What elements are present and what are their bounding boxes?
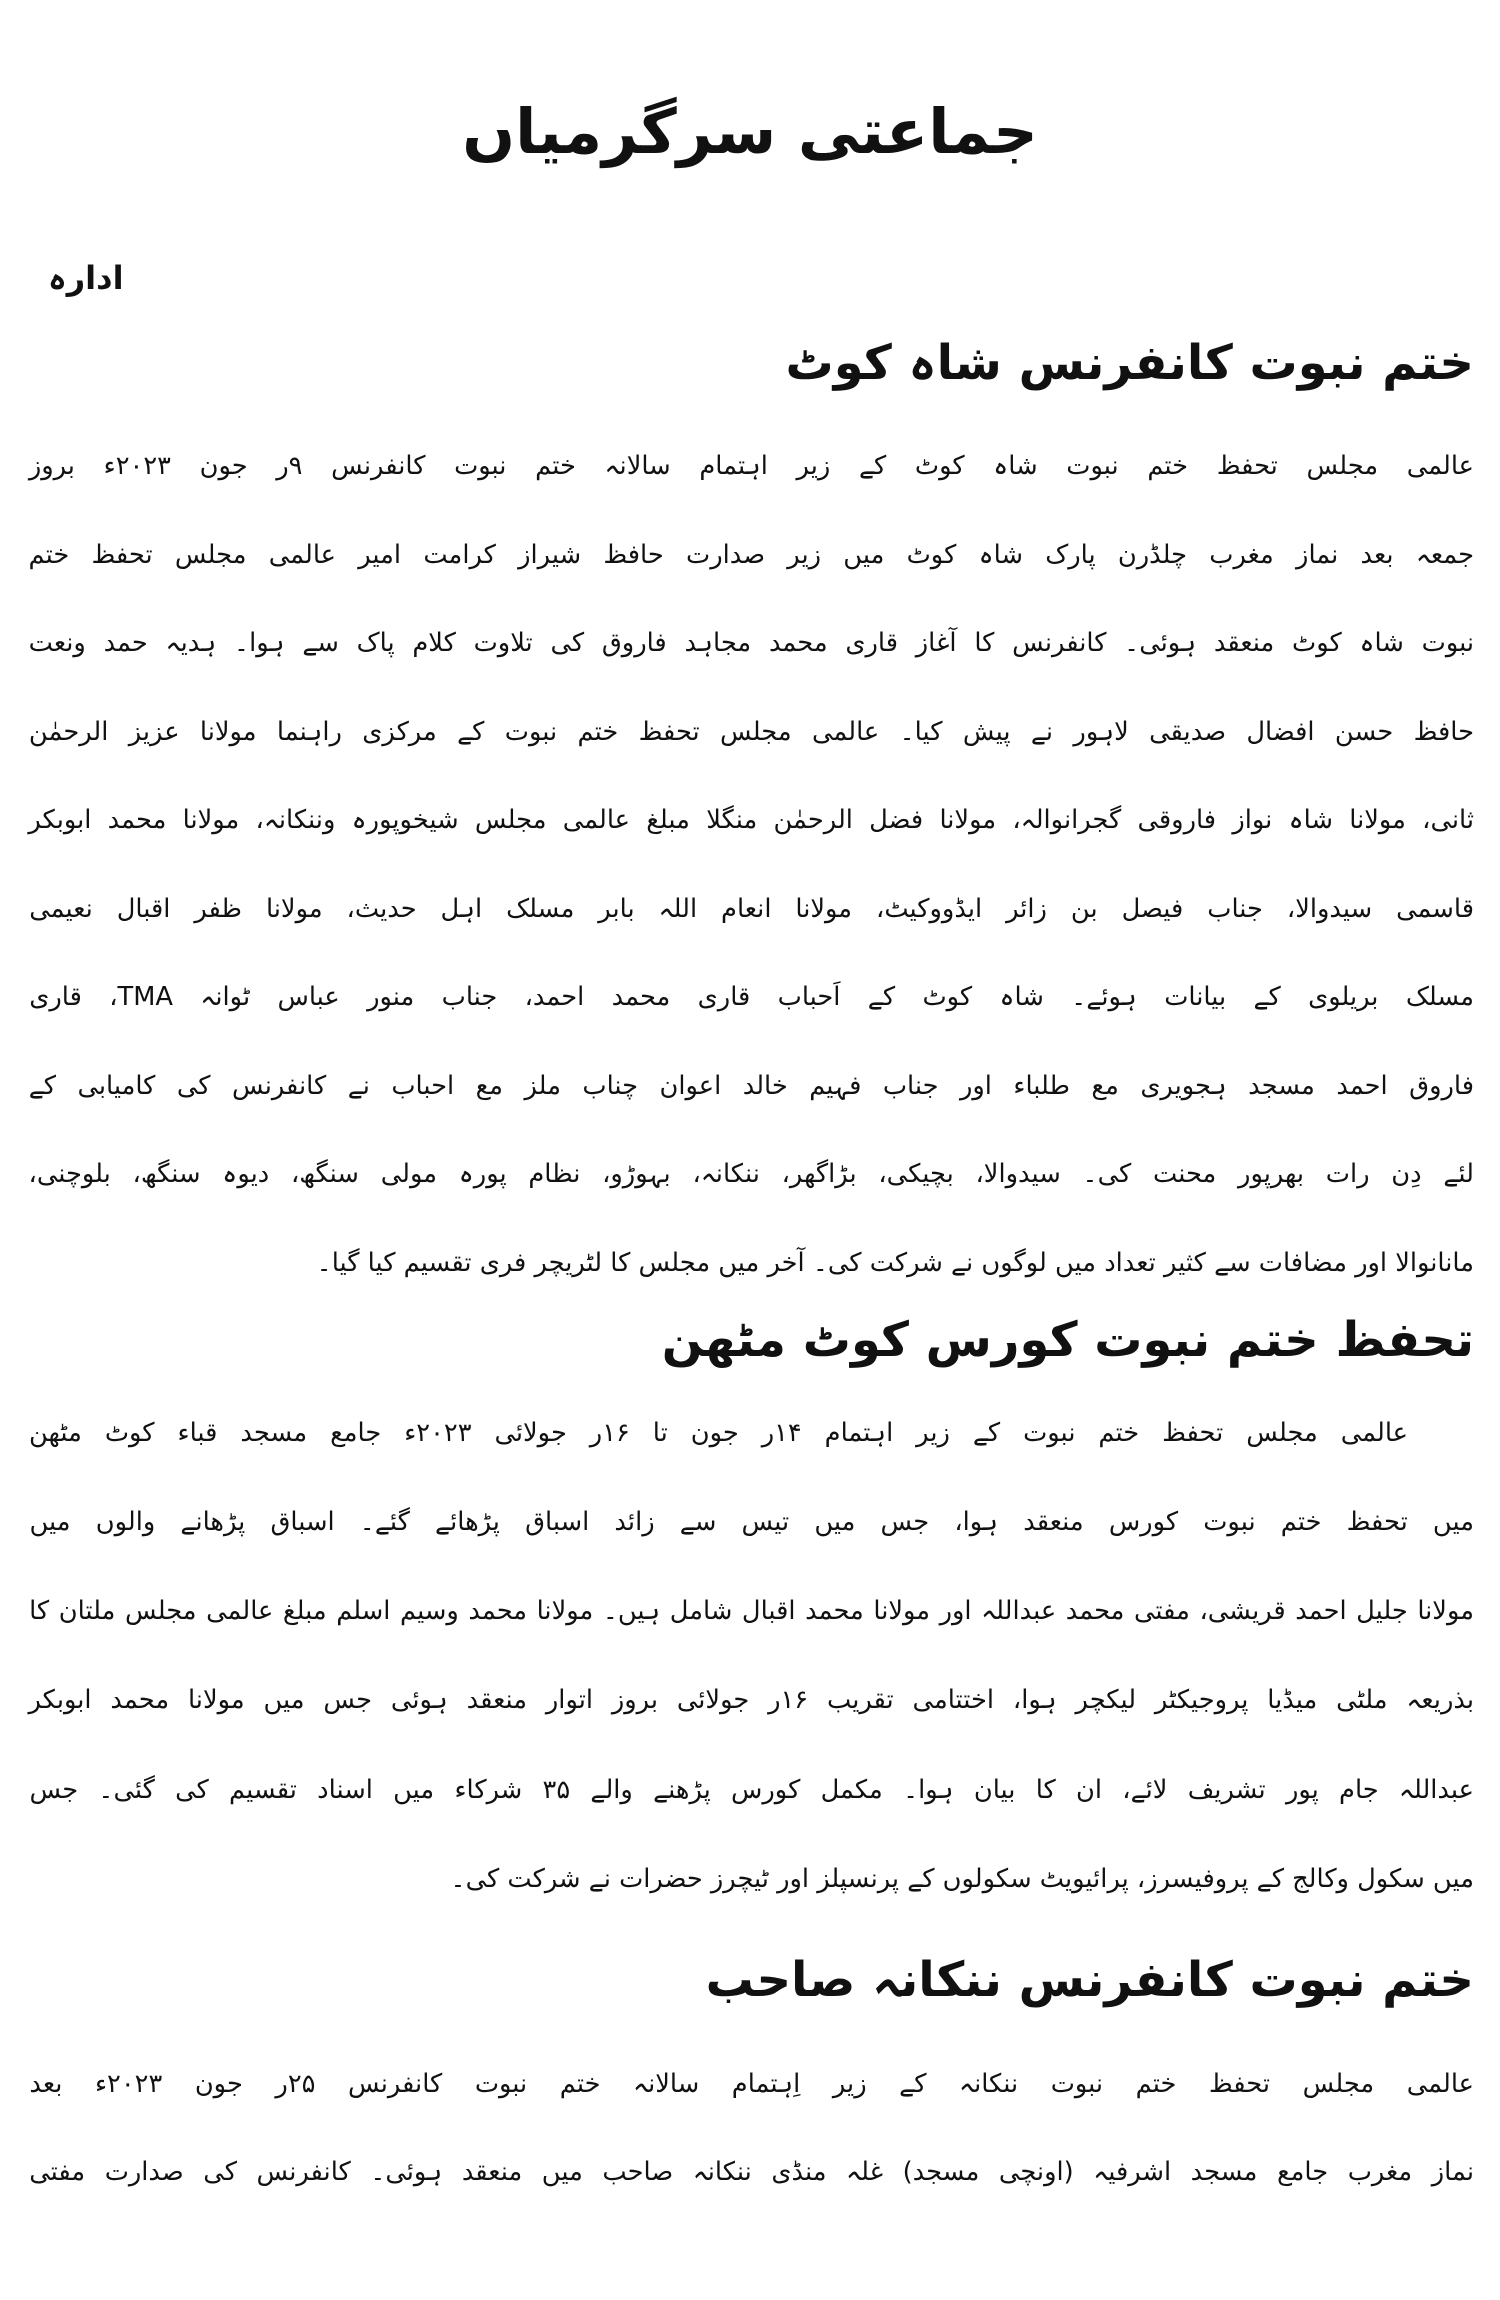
- line-text: نماز مغرب جامع مسجد اشرفیہ (اونچی مسجد) غلہ منڈی ننکانہ صاحب میں منعقد ہوئی۔ کانفرنس کی صدارت مفتی: [29, 2156, 1474, 2187]
- paragraph-line: [26, 953, 1474, 1042]
- paragraph-line: [26, 1656, 1474, 1745]
- paragraph-line: [26, 2039, 1474, 2127]
- paragraph-line: [26, 1566, 1474, 1655]
- section-heading-kot-mithan-course: تحفظ ختم نبوت کورس کوٹ مٹھن: [661, 1312, 1474, 1368]
- line-text: مانانوالا اور مضافات سے کثیر تعداد میں لوگوں نے شرکت کی۔ آخر میں مجلس کا لٹریچر فری تقسیم کیا گیا۔: [316, 1247, 1474, 1278]
- paragraph-line: [26, 1219, 1474, 1308]
- paragraph-line: [26, 2127, 1474, 2215]
- paragraph-line: [26, 1388, 1474, 1477]
- paragraph-line: [26, 1477, 1474, 1566]
- paragraph-line: [26, 776, 1474, 865]
- line-text: عبداللہ جام پور تشریف لائے، ان کا بیان ہوا۔ مکمل کورس پڑھنے والے ۳۵ شرکاء میں اسناد تقسیم کی گئی۔ جس: [29, 1774, 1474, 1805]
- line-text: ثانی، مولانا شاہ نواز فاروقی گجرانوالہ، مولانا فضل الرحمٰن منگلا مبلغ عالمی مجلس شیخوپورہ وننکانہ، مولانا محمد ابوبکر: [28, 805, 1474, 836]
- line-text: قاسمی سیدوالا، جناب فیصل بن زائر ایڈووکیٹ، مولانا انعام اللہ بابر مسلک اہل حدیث، مولانا ظفر اقبال نعیمی: [29, 893, 1474, 924]
- paragraph-line: [26, 422, 1474, 511]
- section-heading-shahkot-conference: ختم نبوت کانفرنس شاہ کوٹ: [785, 335, 1474, 391]
- page-title: جماعتی سرگرمیاں: [462, 95, 1038, 168]
- line-text: میں سکول وکالج کے پروفیسرز، پرائیویٹ سکولوں کے پرنسپلز اور ٹیچرز حضرات نے شرکت کی۔: [450, 1863, 1474, 1894]
- paragraph-shahkot-conference: [26, 422, 1474, 1307]
- author-label: ادارہ: [48, 259, 124, 297]
- paragraph-line: [26, 511, 1474, 600]
- line-text: نبوت شاہ کوٹ منعقد ہوئی۔ کانفرنس کا آغاز قاری محمد مجاہد فاروق کی تلاوت کلام پاک سے ہوا۔ ہدیہ حمد ونعت: [28, 628, 1474, 659]
- line-text: حافظ حسن افضال صدیقی لاہور نے پیش کیا۔ عالمی مجلس تحفظ ختم نبوت کے مرکزی راہنما مولانا عزیز الرحمٰن: [28, 716, 1474, 747]
- line-text: عالمی مجلس تحفظ ختم نبوت ننکانہ کے زیر اِہتمام سالانہ ختم نبوت کانفرنس ۲۵ر جون ۲۰۲۳ء بعد: [29, 2068, 1474, 2099]
- line-text: مسلک بریلوی کے بیانات ہوئے۔ شاہ کوٹ کے اَحباب قاری محمد احمد، جناب منور عباس ٹوانہ TMA، قاری: [29, 982, 1474, 1013]
- paragraph-line: [26, 865, 1474, 954]
- paragraph-line: [26, 599, 1474, 688]
- paragraph-nankana-conference: [26, 2039, 1474, 2215]
- section-heading-nankana-conference: ختم نبوت کانفرنس ننکانہ صاحب: [705, 1952, 1474, 2008]
- paragraph-line: [26, 1042, 1474, 1131]
- paragraph-line: [26, 1130, 1474, 1219]
- line-text: بذریعہ ملٹی میڈیا پروجیکٹر لیکچر ہوا، اختتامی تقریب ۱۶ر جولائی بروز اتوار منعقد ہوئی جس میں مولانا محمد ابوبکر: [28, 1685, 1474, 1716]
- line-text: عالمی مجلس تحفظ ختم نبوت کے زیر اہتمام ۱۴ر جون تا ۱۶ر جولائی ۲۰۲۳ء جامع مسجد قباء کوٹ مٹھن: [28, 1417, 1408, 1448]
- line-text: میں تحفظ ختم نبوت کورس منعقد ہوا، جس میں تیس سے زائد اسباق پڑھائے گئے۔ اسباق پڑھانے والوں میں: [29, 1507, 1474, 1538]
- paragraph-line: [26, 1745, 1474, 1834]
- line-text: لئے دِن رات بھرپور محنت کی۔ سیدوالا، بچیکی، بڑاگھر، ننکانہ، بہوڑو، نظام پورہ مولی سنگھ، دیوہ سنگھ، بلوچنی،: [28, 1159, 1474, 1190]
- paragraph-kot-mithan-course: [26, 1388, 1474, 1923]
- line-text: فاروق احمد مسجد ہجویری مع طلباء اور جناب فہیم خالد اعوان چناب ملز مع احباب نے کانفرنس کی کامیابی کے: [28, 1070, 1474, 1101]
- line-text: مولانا جلیل احمد قریشی، مفتی محمد عبداللہ اور مولانا محمد اقبال شامل ہیں۔ مولانا محمد وسیم اسلم مبلغ عالمی مجلس ملتان کا: [29, 1596, 1474, 1627]
- line-text: عالمی مجلس تحفظ ختم نبوت شاہ کوٹ کے زیر اہتمام سالانہ ختم نبوت کانفرنس ۹ر جون ۲۰۲۳ء بروز: [28, 451, 1474, 482]
- paragraph-line: [26, 1834, 1474, 1923]
- line-text: جمعہ بعد نماز مغرب چلڈرن پارک شاہ کوٹ میں زیر صدارت حافظ شیراز کرامت امیر عالمی مجلس تحفظ ختم: [28, 539, 1474, 570]
- paragraph-line: [26, 688, 1474, 777]
